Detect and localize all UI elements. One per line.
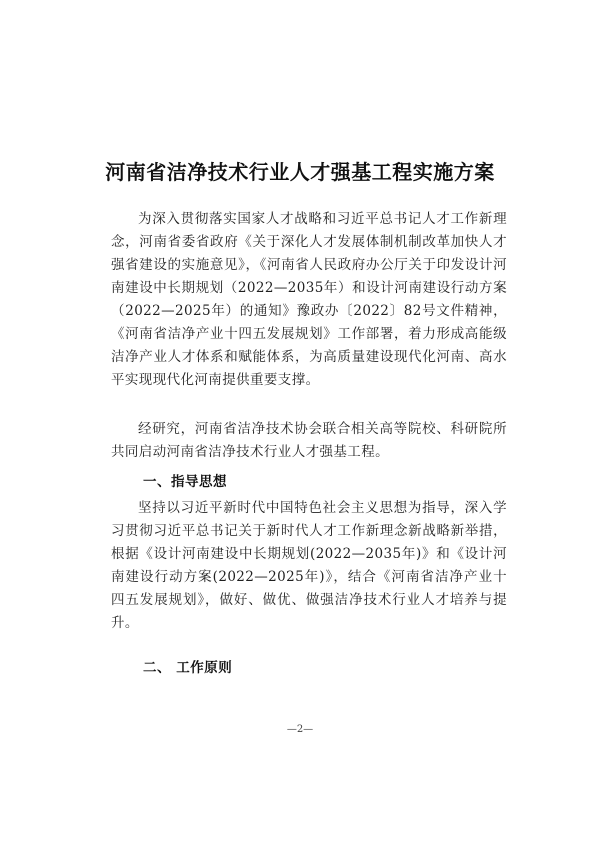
page-number: —2— xyxy=(286,724,314,735)
guiding-ideology-paragraph: 坚持以习近平新时代中国特色社会主义思想为指导，深入学习贯彻习近平总书记关于新时代人才工作新理念新战略新举措，根据《设计河南建设中长期规划(2022—2035年)》和《设计河南建设行动方案(2022—2025年)》，结合《河南省洁净产业十四五发展规划》，做好、做优、做强洁净技术行业人才培养与提升。 xyxy=(111,500,507,631)
section-heading-guiding-ideology: 一、指导思想 xyxy=(143,474,227,490)
research-paragraph: 经研究，河南省洁净技术协会联合相关高等院校、科研院所共同启动河南省洁净技术行业人才强基工程。 xyxy=(111,421,507,460)
intro-paragraph: 为深入贯彻落实国家人才战略和习近平总书记人才工作新理念，河南省委省政府《关于深化人才发展体制机制改革加快人才强省建设的实施意见》，《河南省人民政府办公厅关于印发设计河南建设中长期规划（2022—2035年）和设计河南建设行动方案（2022—2025年）的通知》豫政办〔2022〕82号文件精神，《河南省洁净产业十四五发展规划》工作部署，着力形成高能级洁净产业人才体系和赋能体系，为高质量建设现代化河南、高水平实现现代化河南提供重要支撑。 xyxy=(111,211,507,388)
document-title: 河南省洁净技术行业人才强基工程实施方案 xyxy=(105,160,495,184)
section-heading-work-principles: 二、 工作原则 xyxy=(143,660,233,676)
